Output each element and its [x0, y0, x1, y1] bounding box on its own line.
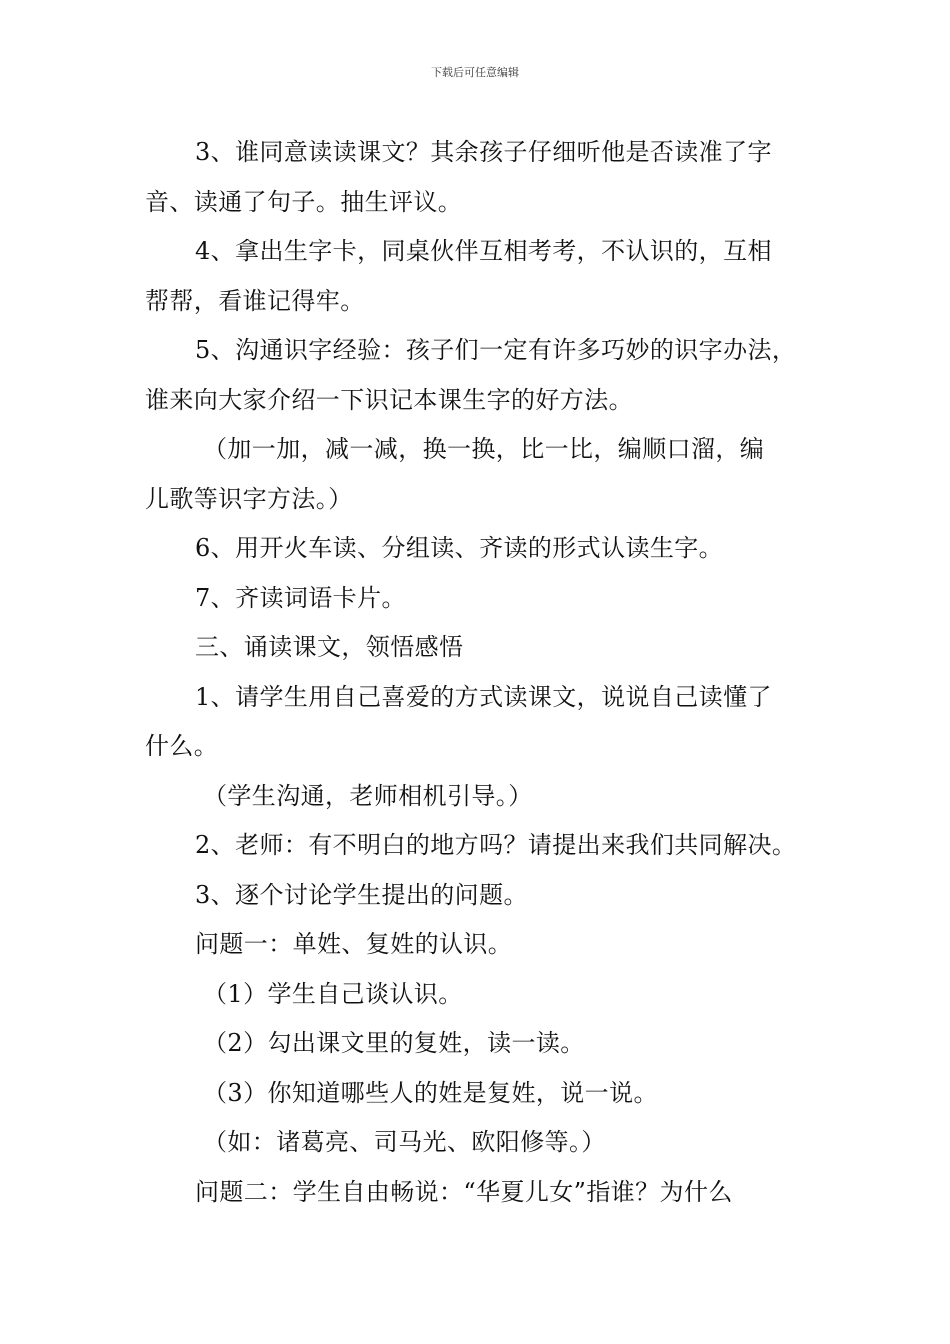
paragraph-line: 音、读通了句子。抽生评议。 — [145, 187, 463, 216]
paragraph-p9 — [145, 772, 817, 822]
paragraph-p10 — [145, 821, 817, 871]
paragraph-line: （如：诸葛亮、司马光、欧阳修等。） — [203, 1128, 606, 1156]
paragraph-line: （2）勾出课文里的复姓，读一读。 — [203, 1029, 585, 1057]
paragraph-line: （加一加，减一减，换一换，比一比，编顺口溜，编 — [203, 435, 765, 463]
paragraph-line: （3）你知道哪些人的姓是复姓，说一说。 — [203, 1078, 658, 1107]
page-header: 下载后可任意编辑 — [431, 66, 519, 79]
paragraph-line: 儿歌等识字方法。） — [145, 484, 353, 513]
paragraph-p16 — [145, 1118, 817, 1168]
paragraph-p5 — [145, 524, 817, 574]
paragraph-p3 — [145, 326, 817, 425]
paragraph-line: 2、老师：有不明白的地方吗？请提出来我们共同解决。 — [195, 831, 797, 859]
paragraph-p7 — [145, 623, 817, 673]
paragraph-p11 — [145, 871, 817, 921]
paragraph-p13 — [145, 970, 817, 1020]
paragraph-p2 — [145, 227, 817, 326]
paragraph-line: 谁来向大家介绍一下识记本课生字的好方法。 — [145, 385, 633, 414]
paragraph-line: 4、拿出生字卡，同桌伙伴互相考考，不认识的，互相 — [195, 237, 772, 265]
paragraph-p12 — [145, 920, 817, 970]
paragraph-p8 — [145, 673, 817, 772]
paragraph-line: （学生沟通，老师相机引导。） — [203, 781, 533, 810]
paragraph-line: 帮帮，看谁记得牢。 — [145, 286, 365, 315]
paragraph-p14 — [145, 1019, 817, 1069]
paragraph-line: 7、齐读词语卡片。 — [195, 583, 406, 612]
paragraph-line: 什么。 — [145, 732, 219, 760]
paragraph-line: 1、请学生用自己喜爱的方式读课文，说说自己读懂了 — [195, 682, 772, 711]
paragraph-line: 问题二：学生自由畅说：“华夏儿女”指谁？为什么 — [195, 1177, 733, 1206]
paragraph-p6 — [145, 574, 817, 624]
paragraph-p1 — [145, 128, 817, 227]
paragraph-line: 三、诵读课文，领悟感悟 — [195, 633, 464, 661]
paragraph-p4 — [145, 425, 817, 524]
paragraph-line: （1）学生自己谈认识。 — [203, 979, 463, 1008]
paragraph-line: 问题一：单姓、复姓的认识。 — [195, 930, 513, 958]
paragraph-p17 — [145, 1168, 817, 1218]
paragraph-line: 5、沟通识字经验：孩子们一定有许多巧妙的识字办法， — [195, 336, 797, 364]
paragraph-p15 — [145, 1069, 817, 1119]
paragraph-line: 3、谁同意读读课文？其余孩子仔细听他是否读准了字 — [195, 138, 772, 166]
paragraph-line: 3、逐个讨论学生提出的问题。 — [195, 880, 528, 909]
document-body — [145, 128, 817, 1217]
paragraph-line: 6、用开火车读、分组读、齐读的形式认读生字。 — [195, 534, 724, 562]
